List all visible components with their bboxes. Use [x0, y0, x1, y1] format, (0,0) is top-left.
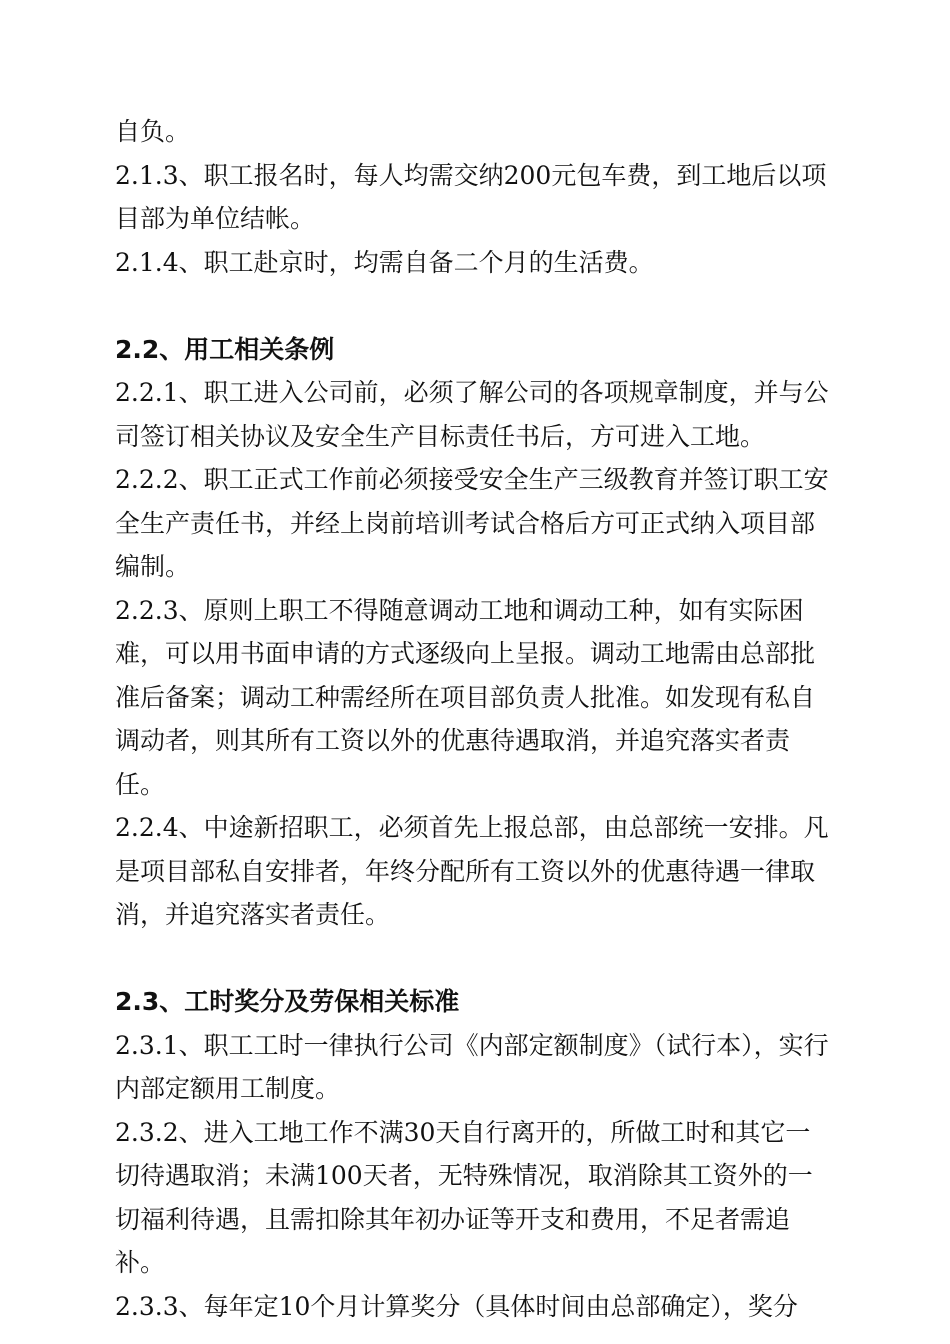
clause-2-1-3: 2.1.3、职工报名时，每人均需交纳200元包车费，到工地后以项目部为单位结帐。	[115, 160, 827, 233]
clause-2-3-3: 2.3.3、每年定10个月计算奖分（具体时间由总部确定），奖分	[115, 1291, 798, 1321]
section-heading-2-2: 2.2、用工相关条例	[115, 334, 335, 364]
clause-2-2-1: 2.2.1、职工进入公司前，必须了解公司的各项规章制度，并与公司签订相关协议及安全生产目标责任书后，方可进入工地。	[115, 378, 829, 451]
section-gap	[115, 937, 835, 981]
clause-2-2-4: 2.2.4、中途新招职工，必须首先上报总部，由总部统一安排。凡是项目部私自安排者，年终分配所有工资以外的优惠待遇一律取消，并追究落实者责任。	[115, 813, 829, 929]
paragraph-continuation: 自负。	[115, 117, 191, 146]
clause-2-2-3: 2.2.3、原则上职工不得随意调动工地和调动工种，如有实际困难，可以用书面申请的方式逐级向上呈报。调动工地需由总部批准后备案；调动工种需经所在项目部负责人批准。如发现有私自调动者，则其所有工资以外的优惠待遇取消，并追究落实者责任。	[115, 595, 816, 799]
clause-2-3-2: 2.3.2、进入工地工作不满30天自行离开的，所做工时和其它一切待遇取消；未满100天者，无特殊情况，取消除其工资外的一切福利待遇，且需扣除其年初办证等开支和费用，不足者需追补。	[115, 1117, 813, 1277]
document-body	[115, 110, 835, 1328]
section-heading-2-3: 2.3、工时奖分及劳保相关标准	[115, 987, 460, 1016]
clause-2-1-4: 2.1.4、职工赴京时，均需自备二个月的生活费。	[115, 247, 654, 277]
clause-2-2-2: 2.2.2、职工正式工作前必须接受安全生产三级教育并签订职工安全生产责任书，并经上岗前培训考试合格后方可正式纳入项目部编制。	[115, 465, 829, 581]
clause-2-3-1: 2.3.1、职工工时一律执行公司《内部定额制度》（试行本），实行内部定额用工制度。	[115, 1030, 829, 1103]
section-gap	[115, 284, 835, 328]
